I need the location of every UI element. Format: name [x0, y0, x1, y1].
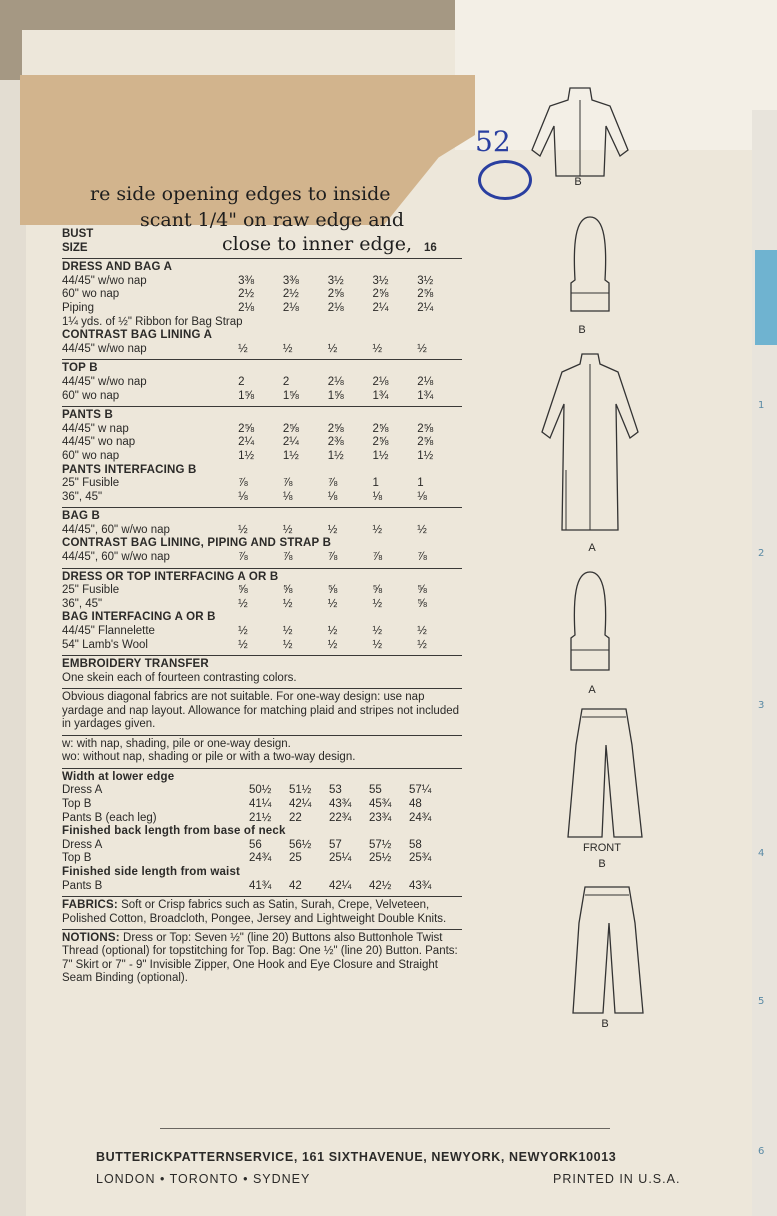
pants-back-illustration	[563, 883, 653, 1019]
size-row	[62, 242, 462, 256]
row-value: 58	[409, 838, 422, 851]
row-value: 3⅜	[238, 274, 255, 287]
left-edge	[0, 80, 26, 1216]
row-value: ½	[238, 638, 248, 651]
divider	[62, 655, 462, 656]
ruler-mark: 2	[758, 548, 765, 559]
measurements	[62, 771, 462, 893]
row-label: Top B	[62, 798, 92, 810]
bag-a-illustration	[565, 570, 615, 682]
divider	[62, 929, 462, 930]
yardage-row	[62, 524, 462, 538]
measurement-row	[62, 839, 462, 853]
torn-overlay-line3: close to inner edge,	[222, 233, 413, 255]
row-label: Pants B (each leg)	[62, 811, 157, 824]
row-value: 1	[417, 477, 424, 490]
yardage-row	[62, 551, 462, 565]
row-value: 41¾	[249, 879, 272, 892]
row-value: 1½	[372, 449, 389, 462]
divider	[62, 258, 462, 259]
row-value: 1½	[238, 449, 255, 462]
row-value: 25½	[369, 852, 392, 865]
measurement-title: Finished side length from waist	[62, 865, 241, 878]
notions-block	[62, 932, 462, 986]
row-value: ⅞	[282, 551, 293, 564]
row-value: 23¾	[369, 811, 392, 824]
row-value: 1½	[417, 449, 434, 462]
divider	[62, 507, 462, 508]
row-value: 2⅛	[372, 375, 389, 388]
row-value: 2⅝	[417, 422, 434, 435]
wo-note: wo: without nap, shading or pile or with a two-way design.	[62, 751, 356, 764]
row-value: ⅞	[238, 551, 248, 564]
ruler-mark: 4	[758, 848, 765, 859]
row-value: 42	[289, 879, 302, 892]
row-value: 25¼	[329, 852, 352, 865]
row-label: 44/45", 60" w/wo nap	[62, 523, 170, 536]
section-title: TOP B	[62, 362, 98, 375]
divider	[62, 568, 462, 569]
row-value: 2⅝	[327, 422, 344, 435]
bag-a-caption: A	[588, 684, 596, 696]
row-value: 24¾	[249, 852, 272, 865]
row-value: 57¼	[409, 784, 432, 797]
row-label: 44/45" wo nap	[62, 436, 136, 449]
pants-front-caption: FRONT	[583, 842, 621, 854]
ruler-mark: 6	[758, 1146, 765, 1157]
row-value: ⅛	[282, 490, 293, 503]
row-label: 44/45", 60" w/wo nap	[62, 551, 170, 564]
row-value: ⅛	[327, 490, 338, 503]
row-value: 2⅜	[327, 436, 344, 449]
row-label: 36", 45"	[62, 597, 103, 610]
row-label: 44/45" Flannelette	[62, 625, 155, 638]
row-label: 25" Fusible	[62, 584, 120, 597]
top-b-illustration	[520, 80, 640, 180]
bag-b-illustration	[565, 215, 615, 325]
row-value: ½	[372, 523, 383, 536]
measurement-row	[62, 852, 462, 866]
divider	[62, 359, 462, 360]
dress-a-illustration	[530, 350, 650, 540]
row-value: ½	[327, 625, 338, 638]
row-value: ½	[372, 597, 383, 610]
row-value: ½	[282, 625, 293, 638]
row-value: 2⅝	[372, 422, 389, 435]
row-value: 2⅛	[282, 301, 299, 314]
row-value: 22	[289, 811, 302, 824]
yardage-row	[62, 477, 462, 491]
row-value: 41¼	[249, 798, 272, 810]
row-value: ½	[238, 597, 248, 610]
divider	[62, 768, 462, 769]
yardage-row	[62, 390, 462, 404]
row-value: ⅞	[372, 551, 383, 564]
yardage-row	[62, 302, 462, 316]
row-value: ⅝	[417, 597, 427, 610]
row-value: ½	[372, 342, 383, 355]
row-value: ½	[282, 597, 293, 610]
row-value: 1⅝	[238, 389, 255, 402]
row-value: ½	[417, 638, 427, 651]
notions-title: NOTIONS:	[62, 931, 120, 944]
row-value: 43¾	[329, 798, 352, 810]
row-value: ⅞	[238, 477, 248, 490]
row-value: 1¾	[372, 389, 389, 402]
w-note: w: with nap, shading, pile or one-way design.	[62, 737, 291, 750]
row-label: 25" Fusible	[62, 477, 120, 490]
row-value: ⅛	[417, 490, 427, 503]
row-value: 42¼	[289, 798, 312, 810]
row-label: 60" wo nap	[62, 449, 120, 462]
row-value: 1½	[327, 449, 344, 462]
row-value: 1	[372, 477, 379, 490]
row-value: 3½	[417, 274, 434, 287]
row-value: ½	[327, 638, 338, 651]
row-value: 50½	[249, 784, 272, 797]
row-label: Top B	[62, 852, 92, 865]
bust-row	[62, 228, 462, 242]
row-value: 2¼	[282, 436, 299, 449]
row-value: ⅞	[282, 477, 293, 490]
ruler-mark: 3	[758, 700, 765, 711]
blue-tab	[755, 250, 777, 345]
row-value: 25	[289, 852, 302, 865]
row-label: Dress A	[62, 784, 103, 797]
row-value: 2¼	[417, 301, 434, 314]
row-value: 57	[329, 838, 342, 851]
row-label: 60" wo nap	[62, 389, 120, 402]
handwritten-note: 52	[475, 125, 511, 158]
footer-printed: PRINTED IN U.S.A.	[553, 1172, 681, 1186]
row-value: ⅝	[417, 584, 427, 597]
divider	[62, 896, 462, 897]
row-value: 24¾	[409, 811, 432, 824]
row-value: ½	[417, 342, 427, 355]
footer-company: BUTTERICKPATTERNSERVICE, 161 SIXTHAVENUE, NEWYORK, NEWYORK10013	[96, 1150, 617, 1164]
yardage-row	[62, 491, 462, 505]
pants-front-b-caption: B	[598, 858, 606, 870]
row-value: 56½	[289, 838, 312, 851]
section-title: PANTS INTERFACING B	[62, 463, 197, 476]
torn-overlay-line2: scant 1/4" on raw edge and	[140, 209, 404, 231]
row-value: 42½	[369, 879, 392, 892]
row-value: ⅛	[372, 490, 383, 503]
yardage-row	[62, 288, 462, 302]
row-value: 1⅝	[327, 389, 344, 402]
notions-text: Dress or Top: Seven ½" (line 20) Buttons also Buttonhole Twist Thread (optional) for topstitching for Top. Bag: One ½" (line 20) Button. Pants: 7" Skirt or 7" - 9" Invisible Zipper, One Hook and Eye Closure and Straight Seam Binding (optional).	[62, 931, 458, 985]
divider	[62, 735, 462, 736]
row-value: 2⅝	[282, 422, 299, 435]
row-label: Pants B	[62, 879, 103, 892]
section-title: PANTS B	[62, 409, 114, 422]
row-value: 22¾	[329, 811, 352, 824]
row-value: 3⅜	[282, 274, 299, 287]
top-b-caption: B	[574, 176, 582, 188]
row-value: 57½	[369, 838, 392, 851]
section-title: BAG B	[62, 510, 101, 523]
measurement-row	[62, 812, 462, 826]
divider	[62, 688, 462, 689]
row-value: ½	[238, 342, 248, 355]
row-value: 2	[282, 375, 290, 388]
yardage-chart	[62, 228, 462, 986]
row-value: 2½	[238, 288, 255, 301]
yardage-row	[62, 584, 462, 598]
ruler-mark: 5	[758, 996, 765, 1007]
row-value: ⅝	[282, 584, 293, 597]
row-value: ⅝	[372, 584, 383, 597]
row-value: 3½	[372, 274, 389, 287]
embroidery-title: EMBROIDERY TRANSFER	[62, 658, 209, 671]
row-value: 2	[238, 375, 245, 388]
measurement-row	[62, 880, 462, 894]
row-value: ½	[327, 523, 338, 536]
section-title: CONTRAST BAG LINING A	[62, 329, 213, 342]
row-label: Piping	[62, 301, 94, 314]
row-value: ½	[238, 523, 248, 536]
row-value: 2⅛	[327, 301, 344, 314]
row-value: 56	[249, 838, 262, 851]
row-value: ½	[327, 342, 338, 355]
row-value: 2⅝	[238, 422, 255, 435]
row-label: Dress A	[62, 838, 103, 851]
yardage-row	[62, 275, 462, 289]
ruler-mark: 1	[758, 400, 765, 411]
row-value: 2⅛	[417, 375, 434, 388]
row-value: ½	[282, 523, 293, 536]
dress-a-caption: A	[588, 542, 596, 554]
row-value: 1¾	[417, 389, 434, 402]
row-label: 44/45" w/wo nap	[62, 274, 147, 287]
fabrics-text: Soft or Crisp fabrics such as Satin, Surah, Crepe, Velveteen, Polished Cotton, Broadcloth, Pongee, Jersey and Lightweight Double Knits.	[62, 899, 447, 925]
section-note: 1¼ yds. of ½" Ribbon for Bag Strap	[62, 315, 243, 328]
row-value: ½	[238, 625, 248, 638]
measurement-row	[62, 798, 462, 812]
section-title: BAG INTERFACING A OR B	[62, 611, 216, 624]
row-label: 60" wo nap	[62, 288, 120, 301]
size-value: 16	[424, 241, 437, 254]
yardage-row	[62, 450, 462, 464]
row-value: 2½	[282, 288, 299, 301]
row-value: 2⅝	[417, 436, 434, 449]
row-value: 2⅛	[327, 375, 344, 388]
row-value: 51½	[289, 784, 312, 797]
row-value: 2⅝	[372, 436, 389, 449]
row-value: 2⅝	[417, 288, 434, 301]
fabrics-block	[62, 899, 462, 926]
size-label: SIZE	[62, 241, 88, 254]
row-value: ½	[372, 638, 383, 651]
pants-back-b-caption: B	[601, 1018, 609, 1030]
fabrics-title: FABRICS:	[62, 899, 118, 912]
measurement-title: Width at lower edge	[62, 770, 175, 783]
row-value: ⅞	[327, 477, 338, 490]
section-title: DRESS AND BAG A	[62, 261, 173, 274]
row-value: ½	[372, 625, 383, 638]
row-value: 45¾	[369, 798, 392, 810]
yardage-row	[62, 598, 462, 612]
row-value: 43¾	[409, 879, 432, 892]
row-value: 2⅝	[327, 288, 344, 301]
bust-label: BUST	[62, 228, 94, 240]
row-value: 1⅝	[282, 389, 299, 402]
row-label: 44/45" w/wo nap	[62, 342, 147, 355]
yardage-row	[62, 376, 462, 390]
torn-overlay-line1: re side opening edges to inside	[90, 183, 391, 205]
row-value: ⅝	[238, 584, 248, 597]
row-label: 36", 45"	[62, 490, 103, 503]
row-value: ½	[417, 523, 427, 536]
row-value: 25¾	[409, 852, 432, 865]
row-value: 2⅛	[238, 301, 255, 314]
yardage-row	[62, 639, 462, 653]
row-value: 1½	[282, 449, 299, 462]
section-title: CONTRAST BAG LINING, PIPING AND STRAP B	[62, 537, 332, 550]
row-value: 2¼	[372, 301, 389, 314]
footer-cities: LONDON • TORONTO • SYDNEY	[96, 1172, 311, 1186]
row-value: ½	[417, 625, 427, 638]
row-value: 2¼	[238, 436, 255, 449]
row-value: ⅛	[238, 490, 248, 503]
yardage-row	[62, 625, 462, 639]
row-value: 21½	[249, 811, 272, 824]
row-value: 55	[369, 784, 382, 797]
yardage-sections	[62, 261, 462, 652]
yardage-row	[62, 343, 462, 357]
measurement-title: Finished back length from base of neck	[62, 825, 286, 838]
row-value: 3½	[327, 274, 344, 287]
yardage-row	[62, 423, 462, 437]
section-title: DRESS OR TOP INTERFACING A OR B	[62, 570, 279, 583]
row-value: 42¼	[329, 879, 352, 892]
measurement-row	[62, 784, 462, 798]
row-label: 44/45" w nap	[62, 422, 129, 435]
row-label: 44/45" w/wo nap	[62, 375, 147, 388]
nap-note: Obvious diagonal fabrics are not suitable. For one-way design: use nap yardage and nap layout. Allowance for matching plaid and stripes not included in yardages given.	[62, 691, 460, 731]
row-value: 2⅝	[372, 288, 389, 301]
divider	[62, 406, 462, 407]
row-value: ⅞	[417, 551, 427, 564]
row-label: 54" Lamb's Wool	[62, 638, 148, 651]
embroidery-text: One skein each of fourteen contrasting colors.	[62, 671, 297, 684]
row-value: 53	[329, 784, 342, 797]
yardage-row	[62, 436, 462, 450]
row-value: ½	[327, 597, 338, 610]
bag-b-caption: B	[578, 324, 586, 336]
row-value: ½	[282, 342, 293, 355]
row-value: ⅝	[327, 584, 338, 597]
row-value: ⅞	[327, 551, 338, 564]
pants-front-illustration	[560, 705, 650, 841]
row-value: 48	[409, 798, 422, 810]
footer-rule	[160, 1128, 610, 1129]
row-value: ½	[282, 638, 293, 651]
